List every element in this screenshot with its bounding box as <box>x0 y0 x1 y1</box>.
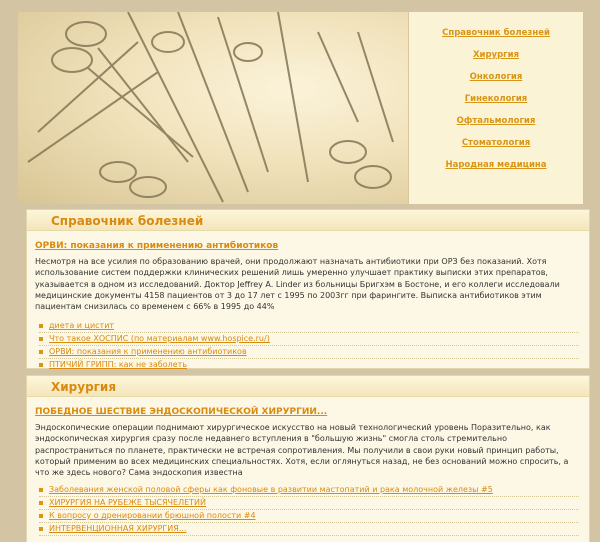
list-item <box>39 497 579 510</box>
menu-link[interactable]: Справочник болезней <box>442 28 550 38</box>
menu-link[interactable]: Стоматология <box>461 138 531 148</box>
menu-link[interactable]: Гинекология <box>464 94 528 104</box>
list-item <box>39 333 579 346</box>
article-title-link[interactable]: ОРВИ: показания к применению антибиотиков <box>35 241 279 251</box>
related-links <box>39 320 579 372</box>
menu-item-dentistry[interactable] <box>409 132 583 154</box>
section-title: Хирургия <box>51 380 117 394</box>
related-link[interactable]: ОРВИ: показания к применению антибиотиков <box>49 347 247 356</box>
section-title: Справочник болезней <box>51 214 204 228</box>
section-surgery <box>26 375 590 542</box>
article-title-link[interactable]: ПОБЕДНОЕ ШЕСТВИЕ ЭНДОСКОПИЧЕСКОЙ ХИРУРГИИ... <box>35 407 328 417</box>
article-body: Эндоскопические операции поднимают хирургическое искусство на новый технологический уровень Поразительно, как эндоскопическая хирургия сразу после недавнего вступления в "большую жизнь" смогла столь стремительно распространиться по планете, практически не встречая сопротивления. Мы получили в свои руки новый принцип работы, который применим во всех медицинских специальностях. Хотя, если оглянуться назад, не без оснований можно спросить, а что же здесь нового? Сама эндоскопия известна <box>35 423 569 478</box>
related-link[interactable]: ХИРУРГИЯ НА РУБЕЖЕ ТЫСЯЧЕЛЕТИЙ <box>49 498 206 507</box>
list-item <box>39 320 579 333</box>
related-link[interactable]: диета и цистит <box>49 321 115 330</box>
menu-link[interactable]: Офтальмология <box>456 116 536 126</box>
section-disease-reference <box>26 209 590 369</box>
list-item <box>39 510 579 523</box>
menu-item-ophthalmology[interactable] <box>409 110 583 132</box>
article-body: Несмотря на все усилия по образованию врачей, они продолжают назначать антибиотики при ОРЗ без показаний. Хотя использование систем поддержки клинических решений лишь умеренно улучшает практику выписки этих препаратов, указывается в одном из исследований. Доктор Jeffrey A. Linder из больницы Бригхэм в Бостоне, и его коллеги исследовали медицинские документы 4158 пациентов от 3 до 17 лет с 1995 по 2003гг при фарингите. Выписка антибиотиков этим пациентам снизилась со временем с 66% в 1995 до 44% <box>35 257 560 312</box>
menu-item-surgery[interactable] <box>409 44 583 66</box>
section-header <box>27 210 589 231</box>
related-link[interactable]: ИНТЕРВЕНЦИОННАЯ ХИРУРГИЯ... <box>49 524 187 533</box>
section-header <box>27 376 589 397</box>
menu-item-folk-medicine[interactable] <box>409 154 583 176</box>
related-link[interactable]: Заболевания женской половой сферы как фоновые в развитии мастопатий и рака молочной железы #5 <box>49 485 493 494</box>
list-item <box>39 346 579 359</box>
related-link[interactable]: К вопросу о дренировании брюшной полости #4 <box>49 511 256 520</box>
related-links <box>39 484 579 536</box>
related-link[interactable]: ПТИЧИЙ ГРИПП: как не заболеть <box>49 360 188 369</box>
main-menu <box>408 12 583 204</box>
list-item <box>39 484 579 497</box>
related-link[interactable]: Что такое ХОСПИС (по материалам www.hospice.ru/) <box>49 334 270 343</box>
menu-item-oncology[interactable] <box>409 66 583 88</box>
menu-link[interactable]: Народная медицина <box>445 160 547 170</box>
menu-link[interactable]: Онкология <box>469 72 523 82</box>
surgical-instruments-banner <box>18 12 409 204</box>
list-item <box>39 523 579 536</box>
menu-link[interactable]: Хирургия <box>472 50 520 60</box>
scissors-image <box>18 12 408 204</box>
menu-item-gynecology[interactable] <box>409 88 583 110</box>
list-item <box>39 359 579 372</box>
menu-item-disease-reference[interactable] <box>409 22 583 44</box>
